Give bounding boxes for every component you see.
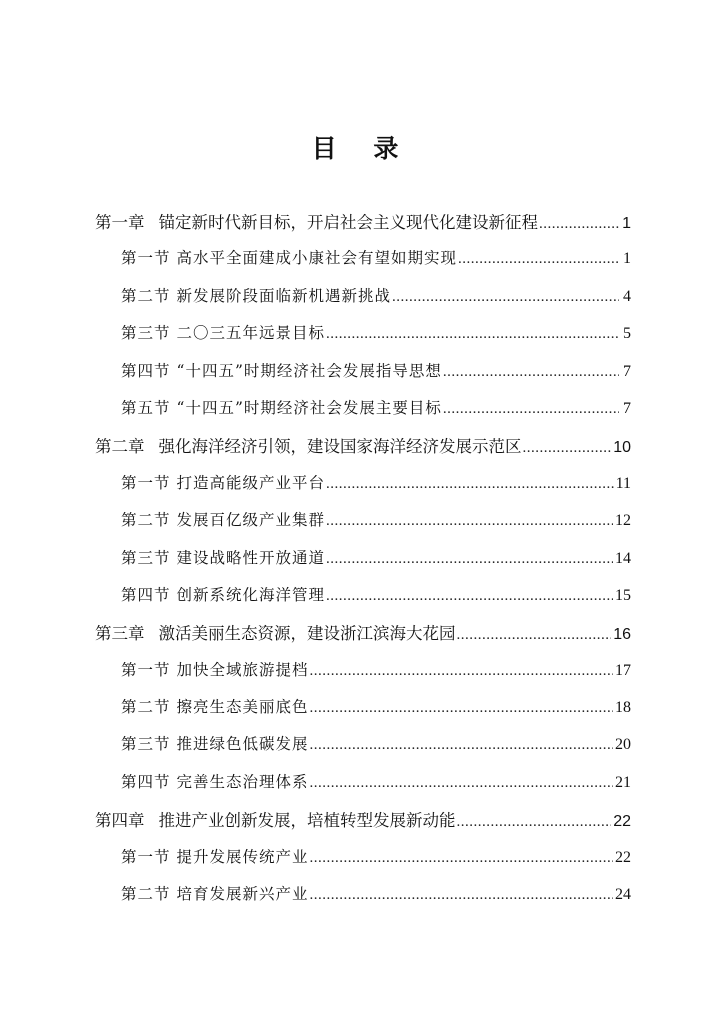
toc-section-row[interactable] bbox=[0, 876, 724, 913]
toc-chapter-row[interactable] bbox=[0, 203, 724, 240]
section-title: 推进绿色低碳发展 bbox=[176, 735, 309, 754]
page-number: 22 bbox=[615, 848, 631, 866]
toc-chapter-row[interactable] bbox=[0, 614, 724, 651]
page-number: 5 bbox=[623, 325, 631, 343]
dot-leader bbox=[539, 216, 619, 233]
toc-chapter-row[interactable] bbox=[0, 801, 724, 838]
section-number: 第二节 bbox=[121, 511, 171, 530]
toc-section-row[interactable] bbox=[0, 839, 724, 876]
dot-leader bbox=[310, 887, 613, 904]
section-title: 发展百亿级产业集群 bbox=[176, 511, 326, 530]
toc-section-row[interactable] bbox=[0, 652, 724, 689]
page-number: 18 bbox=[615, 699, 631, 717]
chapter-title: 推进产业创新发展，培植转型发展新动能 bbox=[158, 811, 456, 831]
page-number: 7 bbox=[623, 362, 631, 380]
section-number: 第一节 bbox=[121, 249, 171, 268]
chapter-number: 第四章 bbox=[95, 811, 145, 831]
page-title: 目 录 bbox=[311, 134, 413, 163]
section-number: 第二节 bbox=[121, 698, 171, 717]
dot-leader bbox=[326, 513, 613, 530]
chapter-number: 第三章 bbox=[95, 624, 145, 644]
page-number: 16 bbox=[613, 626, 631, 644]
section-title: 提升发展传统产业 bbox=[176, 847, 309, 866]
dot-leader bbox=[443, 364, 619, 381]
section-number: 第三节 bbox=[121, 324, 171, 343]
section-number: 第一节 bbox=[121, 660, 171, 679]
toc-section-row[interactable] bbox=[0, 315, 724, 352]
page-number: 24 bbox=[615, 886, 631, 904]
toc-section-row[interactable] bbox=[0, 689, 724, 726]
chapter-number: 第二章 bbox=[95, 437, 145, 457]
section-number: 第一节 bbox=[121, 473, 171, 492]
section-title: “十四五”时期经济社会发展主要目标 bbox=[176, 398, 442, 417]
page-number: 20 bbox=[615, 736, 631, 754]
section-number: 第二节 bbox=[121, 286, 171, 305]
section-title: 完善生态治理体系 bbox=[176, 772, 309, 791]
chapter-title: 锚定新时代新目标，开启社会主义现代化建设新征程 bbox=[158, 213, 538, 232]
dot-leader bbox=[523, 440, 612, 457]
dot-leader bbox=[310, 775, 613, 792]
section-title: 新发展阶段面临新机遇新挑战 bbox=[176, 286, 392, 305]
toc-section-row[interactable] bbox=[0, 540, 724, 577]
page-number: 1 bbox=[623, 250, 631, 268]
page-number: 15 bbox=[615, 586, 631, 604]
dot-leader bbox=[310, 663, 613, 680]
dot-leader bbox=[392, 289, 619, 306]
toc-section-row[interactable] bbox=[0, 465, 724, 502]
toc-section-row[interactable] bbox=[0, 240, 724, 277]
page-number: 11 bbox=[615, 474, 631, 492]
dot-leader bbox=[310, 737, 613, 754]
page-number: 21 bbox=[615, 773, 631, 791]
toc-section-row[interactable] bbox=[0, 353, 724, 390]
section-title: 加快全域旅游提档 bbox=[176, 660, 309, 679]
section-number: 第二节 bbox=[121, 885, 171, 904]
chapter-number: 第一章 bbox=[95, 213, 145, 232]
toc-section-row[interactable] bbox=[0, 390, 724, 427]
toc-section-row[interactable] bbox=[0, 577, 724, 614]
chapter-title: 激活美丽生态资源，建设浙江滨海大花园 bbox=[158, 624, 456, 644]
page-number: 1 bbox=[622, 215, 631, 232]
toc-chapter-row[interactable] bbox=[0, 427, 724, 464]
dot-leader bbox=[443, 401, 619, 418]
page-number: 14 bbox=[615, 549, 631, 567]
section-title: 建设战略性开放通道 bbox=[176, 548, 326, 567]
section-title: 二〇三五年远景目标 bbox=[176, 324, 326, 343]
toc-section-row[interactable] bbox=[0, 764, 724, 801]
toc-section-row[interactable] bbox=[0, 726, 724, 763]
dot-leader bbox=[326, 551, 613, 568]
dot-leader bbox=[326, 326, 619, 343]
section-title: 打造高能级产业平台 bbox=[176, 473, 326, 492]
page-number: 12 bbox=[615, 512, 631, 530]
section-number: 第三节 bbox=[121, 548, 171, 567]
section-number: 第四节 bbox=[121, 361, 171, 380]
dot-leader bbox=[458, 251, 619, 268]
dot-leader bbox=[326, 588, 613, 605]
toc-section-row[interactable] bbox=[0, 278, 724, 315]
section-title: “十四五”时期经济社会发展指导思想 bbox=[176, 361, 442, 380]
toc-section-row[interactable] bbox=[0, 502, 724, 539]
table-of-contents bbox=[0, 203, 724, 913]
page-number: 7 bbox=[623, 399, 631, 417]
dot-leader bbox=[326, 476, 614, 493]
section-title: 创新系统化海洋管理 bbox=[176, 585, 326, 604]
section-title: 培育发展新兴产业 bbox=[176, 885, 309, 904]
dot-leader bbox=[310, 850, 613, 867]
dot-leader bbox=[457, 627, 612, 644]
section-number: 第四节 bbox=[121, 772, 171, 791]
section-number: 第三节 bbox=[121, 735, 171, 754]
page-number: 17 bbox=[615, 661, 631, 679]
section-title: 擦亮生态美丽底色 bbox=[176, 698, 309, 717]
dot-leader bbox=[310, 700, 613, 717]
dot-leader bbox=[457, 814, 612, 831]
page-number: 4 bbox=[623, 287, 631, 305]
chapter-title: 强化海洋经济引领，建设国家海洋经济发展示范区 bbox=[158, 437, 522, 457]
section-number: 第一节 bbox=[121, 847, 171, 866]
section-number: 第五节 bbox=[121, 398, 171, 417]
section-title: 高水平全面建成小康社会有望如期实现 bbox=[176, 249, 458, 268]
page-number: 10 bbox=[613, 439, 631, 457]
page-number: 22 bbox=[613, 813, 631, 831]
section-number: 第四节 bbox=[121, 585, 171, 604]
